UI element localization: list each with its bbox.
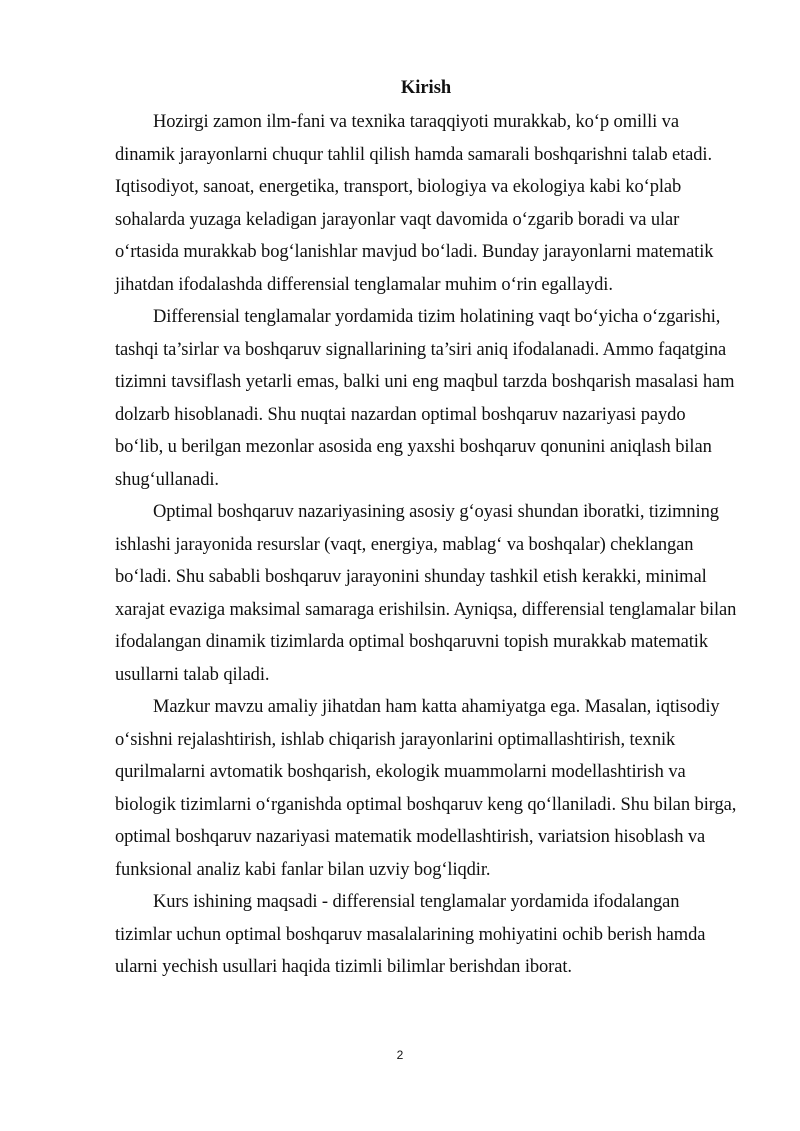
page-content [115, 76, 737, 984]
page-number: 2 [396, 1048, 404, 1062]
paragraph-2: Differensial tenglamalar yordamida tizim holatining vaqt bo‘yicha o‘zgarishi, tashqi ta’sirlar va boshqaruv signallarining ta’siri aniq ifodalanadi. Ammo faqatgina tizimni tavsiflash yetarli emas, balki uni eng maqbul tarzda boshqarish masalasi ham dolzarb hisoblanadi. Shu nuqtai nazardan optimal boshqaruv nazariyasi paydo bo‘lib, u berilgan mezonlar asosida eng yaxshi boshqaruv qonunini aniqlash bilan shug‘ullanadi. [115, 307, 735, 490]
paragraph-5: Kurs ishining maqsadi - differensial tenglamalar yordamida ifodalangan tizimlar uchun optimal boshqaruv masalalarining mohiyatini ochib berish hamda ularni yechish usullari haqida tizimli bilimlar berishdan iborat. [115, 892, 706, 977]
paragraph-1: Hozirgi zamon ilm-fani va texnika taraqqiyoti murakkab, ko‘p omilli va dinamik jarayonlarni chuqur tahlil qilish hamda samarali boshqarishni talab etadi. Iqtisodiyot, sanoat, energetika, transport, biologiya va ekologiya kabi ko‘plab sohalarda yuzaga keladigan jarayonlar vaqt davomida o‘zgarib boradi va ular o‘rtasida murakkab bog‘lanishlar mavjud bo‘ladi. Bunday jarayonlarni matematik jihatdan ifodalashda differensial tenglamalar muhim o‘rin egallaydi. [115, 112, 714, 295]
paragraph-3: Optimal boshqaruv nazariyasining asosiy g‘oyasi shundan iboratki, tizimning ishlashi jarayonida resurslar (vaqt, energiya, mablag‘ va boshqalar) cheklangan bo‘ladi. Shu sababli boshqaruv jarayonini shunday tashkil etish kerakki, minimal xarajat evaziga maksimal samaraga erishilsin. Ayniqsa, differensial tenglamalar bilan ifodalangan dinamik tizimlarda optimal boshqaruvni topish murakkab matematik usullarni talab qiladi. [115, 502, 737, 685]
paragraph-4: Mazkur mavzu amaliy jihatdan ham katta ahamiyatga ega. Masalan, iqtisodiy o‘sishni rejalashtirish, ishlab chiqarish jarayonlarini optimallashtirish, texnik qurilmalarni avtomatik boshqarish, ekologik muammolarni modellashtirish va biologik tizimlarni o‘rganishda optimal boshqaruv keng qo‘llaniladi. Shu bilan birga, optimal boshqaruv nazariyasi matematik modellashtirish, variatsion hisoblash va funksional analiz kabi fanlar bilan uzviy bog‘liqdir. [115, 697, 737, 880]
section-title: Kirish [400, 78, 452, 98]
